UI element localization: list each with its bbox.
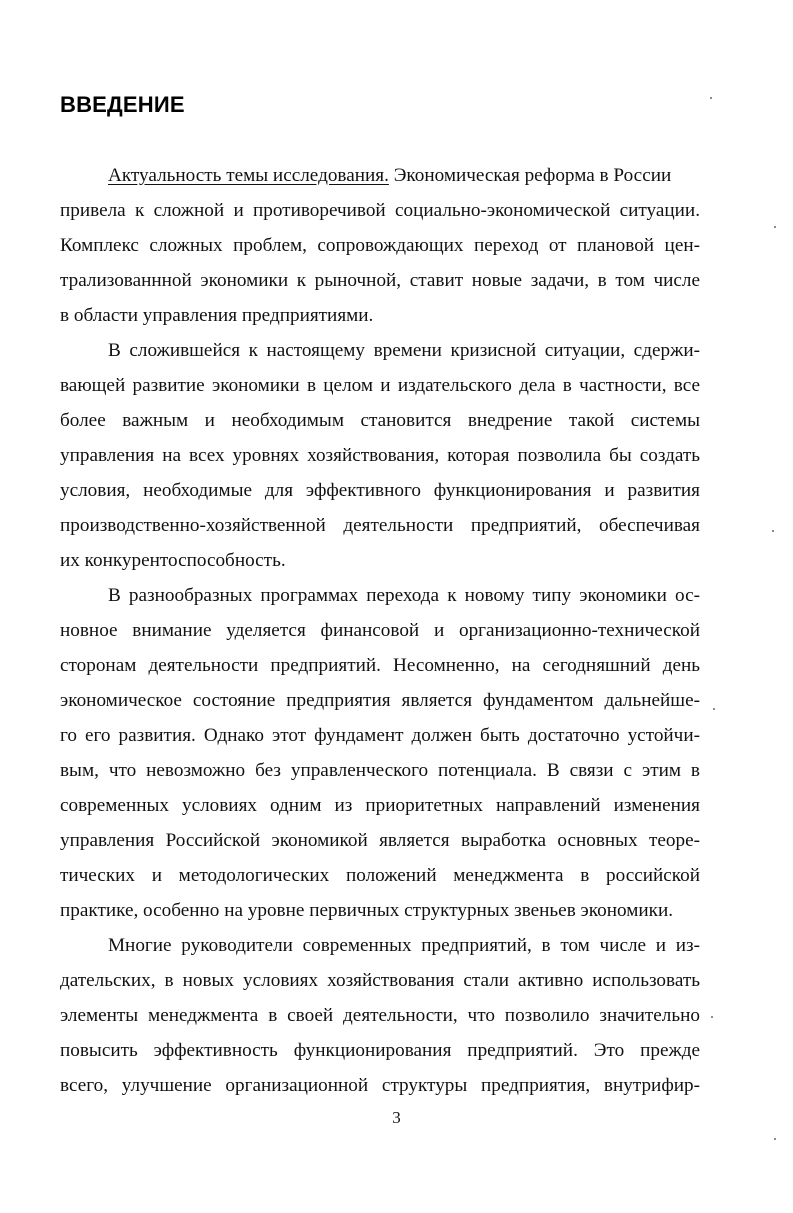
scan-speck xyxy=(774,1138,776,1140)
paragraph-line: трализованнной экономики к рыночной, ставит новые задачи, в том числе xyxy=(60,270,700,291)
underlined-lead: Актуальность темы исследования. xyxy=(108,165,389,186)
paragraph-line: вающей развитие экономики в целом и издательского дела в частности, все xyxy=(60,375,700,396)
section-heading: ВВЕДЕНИЕ xyxy=(60,92,185,117)
scan-speck xyxy=(713,708,715,710)
paragraph-line: В сложившейся к настоящему времени кризисной ситуации, сдержи- xyxy=(108,340,700,361)
paragraph-line: новное внимание уделяется финансовой и организационно-технической xyxy=(60,620,700,641)
paragraph-line: сторонам деятельности предприятий. Несомненно, на сегодняшний день xyxy=(60,655,700,676)
paragraph-line: экономическое состояние предприятия является фундаментом дальнейше- xyxy=(60,690,700,711)
paragraph-line: Комплекс сложных проблем, сопровождающих переход от плановой цен- xyxy=(60,235,700,256)
paragraph-line: вым, что невозможно без управленческого потенциала. В связи с этим в xyxy=(60,760,700,781)
paragraph-line: повысить эффективность функционирования предприятий. Это прежде xyxy=(60,1040,700,1061)
paragraph-line: практике, особенно на уровне первичных структурных звеньев экономики. xyxy=(60,900,674,921)
scan-speck xyxy=(710,97,712,99)
scan-speck xyxy=(772,530,774,532)
text-run: Экономическая реформа в России xyxy=(388,165,672,186)
paragraph-line: привела к сложной и противоречивой социально-экономической ситуации. xyxy=(60,200,700,221)
page-number: 3 xyxy=(392,1108,401,1127)
paragraph-line xyxy=(108,164,700,188)
paragraph-line: производственно-хозяйственной деятельности предприятий, обеспечивая xyxy=(60,515,700,536)
scan-speck xyxy=(774,226,776,228)
paragraph-line: В разнообразных программах перехода к новому типу экономики ос- xyxy=(108,585,700,606)
paragraph-line: более важным и необходимым становится внедрение такой системы xyxy=(60,410,700,431)
paragraph-line: тических и методологических положений менеджмента в российской xyxy=(60,865,700,886)
paragraph-line: го его развития. Однако этот фундамент должен быть достаточно устойчи- xyxy=(60,725,700,746)
paragraph-line: управления Российской экономикой является выработка основных теоре- xyxy=(60,830,700,851)
paragraph-line: управления на всех уровнях хозяйствования, которая позволила бы создать xyxy=(60,445,700,466)
paragraph-line: дательских, в новых условиях хозяйствования стали активно использовать xyxy=(60,970,700,991)
paragraph-line: Многие руководители современных предприятий, в том числе и из- xyxy=(108,935,700,956)
paragraph-line: элементы менеджмента в своей деятельности, что позволило значительно xyxy=(60,1005,700,1026)
scan-speck xyxy=(711,1016,713,1018)
paragraph-line: в области управления предприятиями. xyxy=(60,305,374,326)
paragraph-line: их конкурентоспособность. xyxy=(60,550,286,571)
paragraph-line: современных условиях одним из приоритетных направлений изменения xyxy=(60,795,700,816)
paragraph-line: всего, улучшение организационной структуры предприятия, внутрифир- xyxy=(60,1075,700,1096)
paragraph-line: условия, необходимые для эффективного функционирования и развития xyxy=(60,480,700,501)
